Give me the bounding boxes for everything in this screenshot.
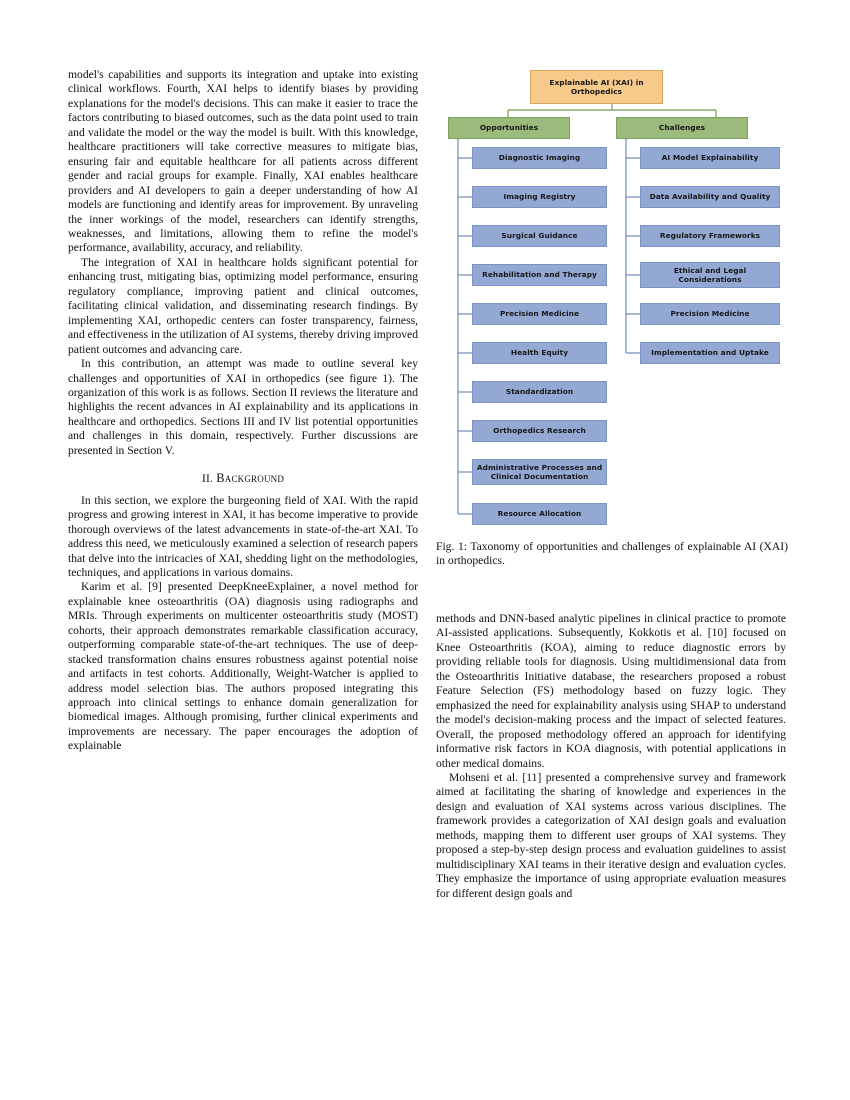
node-label: Imaging Registry (503, 192, 576, 202)
node-label: Challenges (658, 123, 706, 133)
paragraph: In this section, we explore the burgeoning field of XAI. With the rapid progress and growing interest in XAI, it has become imperative to provide thorough overviews of the latest advancements in state-of-the-art XAI. To address this need, we meticulously examined a selection of research papers that delve into the intricacies of XAI, shedding light on the methodologies, techniques, and applications in various domains. (68, 493, 418, 579)
paragraph: methods and DNN-based analytic pipelines in clinical practice to promote AI-assisted applications. Subsequently, Kokkotis et al. [10] focused on Knee Osteoarthritis (KOA), aiming to reduce diagnostic errors by providing reliable tools for diagnosis. Using multidimensional data from the Osteoarthritis Initiative database, the researchers proposed a robust Feature Selection (FS) methodology based on fuzzy logic. They emphasized the need for explainability analysis using SHAP to understand the model's decision-making process and the impact of selected features. Overall, the proposed methodology offered an approach for identifying informative risk factors in KOA diagnosis, with potential applications in other medical domains. (436, 612, 786, 770)
diagram-leaf (640, 342, 780, 364)
node-label: Opportunities (479, 123, 539, 133)
node-label: Health Equity (510, 348, 569, 358)
section-number: II. (201, 472, 214, 486)
paragraph: model's capabilities and supports its integration and uptake into existing clinical workflows. Fourth, XAI helps to identify biases by providing explanations for the model's decisions. This can make it easier to trace the factors contributing to biased outcomes, such as the data point used to train and validate the model or the way the model is built. With this knowledge, healthcare practitioners will take corrective measures to mitigate bias, ensuring fair and equitable healthcare for all patients across different gender and racial groups for example. Finally, XAI enables healthcare providers and AI developers to gain a deeper understanding of how AI models are functioning and identify areas for improvement. By unraveling the inner workings of the model, researchers can identify strengths, weaknesses, and limitations, allowing them to refine the model's performance, availability, accuracy, and reliability. (68, 68, 418, 255)
diagram-leaf (472, 303, 607, 325)
node-label: Orthopedics Research (493, 426, 586, 436)
node-label: Ethical and Legal Considerations (673, 265, 747, 284)
diagram-leaf (472, 503, 607, 525)
node-label: Resource Allocation (497, 509, 582, 519)
diagram-node-challenges (616, 117, 748, 139)
node-label: Administrative Processes and Clinical Documentation (476, 462, 603, 481)
paragraph: Karim et al. [9] presented DeepKneeExplainer, a novel method for explainable knee osteoarthritis (OA) diagnosis using radiographs and MRIs. Through experiments on multicenter osteoarthritis study (MOST) cohorts, their approach demonstrates remarkable classification accuracy, outperforming comparable state-of-the-art techniques. The use of deep-stacked transformation chains ensures robustness against potential noise and artifacts in test cohorts. Additionally, Weight-Watcher is applied to address model selection bias. The authors proposed integrating this approach into clinical settings to enhance domain generalization for biomedical images. Although promising, further clinical experiments and improvements are necessary. The paper encourages the adoption of explainable (68, 580, 418, 753)
paragraph: Mohseni et al. [11] presented a comprehensive survey and framework aimed at facilitating the sharing of knowledge and experiences in the design and evaluation of XAI systems across various disciplines. The framework provides a categorization of XAI design goals and evaluation methods, mapping them to different user groups of XAI systems. They proposed a step-by-step design process and evaluation guidelines to assist multidisciplinary XAI teams in their iterative design and evaluation cycles. They emphasize the importance of using appropriate evaluation measures for different design goals and (436, 770, 786, 900)
figure-1 (436, 62, 788, 532)
diagram-leaf (640, 262, 780, 288)
diagram-leaf (472, 225, 607, 247)
right-text-column (436, 612, 786, 901)
paragraph: In this contribution, an attempt was made to outline several key challenges and opportunities of XAI in orthopedics (see figure 1). The organization of this work is as follows. Section II reviews the literature and highlights the recent advances in AI explainability and its applications in healthcare and orthopedics. Sections III and IV list potential opportunities and challenges in this domain, respectively. Further discussions are presented in Section V. (68, 357, 418, 457)
paragraph: The integration of XAI in healthcare holds significant potential for enhancing trust, mitigating bias, optimizing model performance, ensuring regulatory compliance, improving patient and clinical outcomes, facilitating clinical validation, and disseminating research findings. By implementing XAI, orthopedic centers can foster transparency, fairness, and effectiveness in the utilization of AI systems, thereby driving improved patient outcomes and advancing care. (68, 255, 418, 356)
node-label: Precision Medicine (670, 309, 750, 319)
diagram-leaf (640, 147, 780, 169)
challenges-spine (626, 137, 640, 353)
node-label: Implementation and Uptake (651, 348, 769, 358)
taxonomy-diagram (436, 62, 788, 532)
node-label: Precision Medicine (499, 309, 580, 319)
diagram-node-opportunities (448, 117, 570, 139)
node-label: Data Availability and Quality (649, 192, 771, 202)
node-label: AI Model Explainability (661, 153, 759, 163)
node-label: Standardization (505, 387, 574, 397)
diagram-leaf (640, 186, 780, 208)
section-title: Background (216, 471, 285, 486)
node-label: Explainable AI (XAI) in Orthopedics (549, 77, 644, 96)
diagram-leaf (472, 420, 607, 442)
diagram-leaf (472, 342, 607, 364)
diagram-leaf (472, 459, 607, 485)
section-heading (68, 471, 418, 486)
diagram-leaf (640, 303, 780, 325)
diagram-node-root (530, 70, 663, 104)
diagram-leaf (472, 381, 607, 403)
diagram-leaf (640, 225, 780, 247)
diagram-leaf (472, 264, 607, 286)
diagram-leaf (472, 186, 607, 208)
node-label: Rehabilitation and Therapy (482, 270, 597, 280)
node-label: Regulatory Frameworks (659, 231, 761, 241)
node-label: Diagnostic Imaging (498, 153, 581, 163)
left-text-column (68, 68, 418, 754)
diagram-leaf (472, 147, 607, 169)
opportunities-spine (458, 137, 472, 514)
figure-caption: Fig. 1: Taxonomy of opportunities and challenges of explainable AI (XAI) in orthopedics. (436, 540, 788, 568)
node-label: Surgical Guidance (501, 231, 578, 241)
